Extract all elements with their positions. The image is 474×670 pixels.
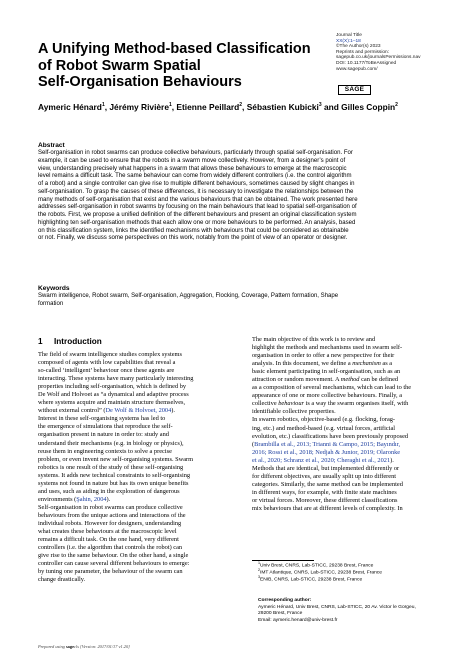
line-text: Self-organisation in robot swarms can produce collective: [38, 503, 183, 511]
line-text: ing, etc.) and method-based (e.g. virtual forces, artificial: [252, 424, 396, 432]
line-text: highlight the methods and mechanisms used in swarm self-: [252, 344, 403, 352]
line-text: interacting. These systems have many particularly interesting: [38, 375, 194, 383]
body-line: [38, 407, 236, 415]
body-line: [38, 488, 236, 496]
body-line: [38, 351, 236, 359]
body-column-left: [38, 351, 236, 584]
footnote-number: 3: [258, 575, 260, 580]
correspondence-email[interactable]: Email: aymeric.henard@univ-brest.fr: [258, 617, 338, 623]
body-line: [38, 520, 236, 528]
line-text: organisation present in nature in order to: study and: [38, 431, 169, 439]
copyright: ©The Author(s) 2023: [336, 44, 381, 50]
body-line: [38, 504, 236, 512]
line-text-tail: can be defined: [359, 376, 399, 384]
body-line: [252, 360, 448, 368]
footnote-divider: [252, 560, 314, 561]
line-text: basic element participating in self-organisation, such as an: [252, 368, 401, 376]
body-line: [38, 480, 236, 488]
line-text: environments (: [38, 495, 77, 503]
body-line: [38, 528, 236, 536]
footnote-text: ENIB, CNRS, Lab-STICC, 29238 Brest, France: [260, 577, 363, 583]
body-line: [38, 464, 236, 472]
keywords-line: formation: [38, 300, 64, 307]
body-line: [38, 423, 236, 431]
line-text: controller can cause several different behaviours to emerge:: [38, 560, 190, 568]
line-text: properties including self-organisation, which is defined by: [38, 383, 187, 391]
emphasis-term: behaviour: [278, 400, 304, 408]
body-line: [252, 457, 448, 465]
section-title: Introduction: [54, 337, 102, 346]
body-line: [252, 416, 448, 424]
line-text: understand their mechanisms (e.g. in biology or physics),: [38, 439, 184, 447]
paper-title: [38, 41, 311, 91]
body-line: [38, 456, 236, 464]
body-line: [38, 391, 236, 399]
citation-link[interactable]: Brambilla et al., 2013; Trianni & Campo, 2015; Bayındır,: [254, 440, 401, 448]
body-line: [38, 512, 236, 520]
line-text: the emergence of simulations that reproduce the self-: [38, 423, 173, 431]
abstract-line: self-organisation. To grasp the causes of these differences, it is necessary to investigate the relationships between the: [38, 188, 354, 195]
author-separator: and: [321, 102, 342, 112]
sage-logo: SAGE: [338, 85, 371, 95]
keywords-line: Swarm intelligence, Robot swarm, Self-organisation, Aggregation, Flocking, Coverage, Pattern formation, Shape: [38, 293, 339, 299]
line-text: identifiable collective properties.: [252, 408, 336, 416]
section-number: 1: [38, 337, 43, 346]
abstract-line: level remains a difficult task. The same behaviour can come from widely different controllers (i.e. the control algorithm: [38, 173, 352, 180]
affiliation-mark: 2: [239, 102, 243, 109]
citation-link[interactable]: De Wolf & Holvoet, 2004: [105, 407, 172, 415]
body-line: [38, 544, 236, 552]
reprints-label: Reprints and permission:: [336, 49, 390, 55]
footnote-number: 1: [258, 561, 260, 565]
affiliation-footnotes: [258, 563, 448, 584]
body-line: [38, 448, 236, 456]
body-line: [38, 440, 236, 448]
line-text: Methods that are identical, but implemented differently or: [252, 464, 400, 472]
body-line: [252, 465, 448, 473]
affiliation-mark: 1: [101, 102, 105, 109]
line-text: controllers (i.e. the algorithm that controls the robot) can: [38, 544, 183, 552]
journal-title: Journal Title: [336, 33, 362, 38]
abstract-line: Self-organisation in robot swarms can produce collective behaviours, particularly through spatial self-organisation. For: [38, 150, 353, 156]
line-text: The field of swarm intelligence studies complex systems: [38, 351, 182, 358]
line-text: The main objective of this work is to review and: [252, 336, 376, 343]
author-name: Aymeric Hénard: [38, 102, 102, 112]
line-text: for different objectives, are usually split up into different: [252, 472, 397, 480]
line-text: so-called ‘intelligent’ behaviour once these agents are: [38, 367, 175, 375]
line-text-tail: is a way the swarm organises itself, with: [303, 400, 409, 408]
abstract-line: highlighting ten self-organisation methods that each allow one or more behaviours to be performed. An analysis, based: [38, 219, 356, 226]
line-text: Interest in these self-organising systems has led to: [38, 415, 166, 423]
body-line: [252, 481, 448, 489]
footer-prefix: Prepared using: [38, 644, 66, 649]
citation-link[interactable]: et al., 2020; Schranz et al., 2020; Cheraghi et al., 2021: [252, 456, 391, 464]
line-text: change drastically.: [38, 576, 86, 584]
journal-meta: [336, 33, 446, 72]
line-text: attraction or random movement. A: [252, 376, 341, 384]
body-line: [38, 415, 236, 423]
author-separator: ,: [242, 102, 247, 112]
line-text: De Wolf and Holvoet as “a dynamical and adaptive process: [38, 391, 189, 399]
body-line: [252, 376, 448, 384]
body-line: [252, 425, 448, 433]
footer-brand: sage: [65, 644, 75, 649]
body-line: [38, 496, 236, 504]
author-list: [38, 102, 448, 112]
line-text-tail: ).: [106, 495, 111, 503]
body-line: [252, 441, 448, 449]
body-line: [38, 367, 236, 375]
body-line: [252, 368, 448, 376]
body-line: [252, 344, 448, 352]
body-line: [252, 489, 448, 497]
affiliation-mark: 1: [168, 102, 172, 109]
line-text: in different ways, for example, with finite state machines: [252, 488, 397, 496]
abstract-line: on this classification system, links the identified mechanisms with behaviours that could be considered as obtainable: [38, 227, 349, 234]
line-text: (: [252, 440, 255, 448]
body-line: [38, 375, 236, 383]
abstract-line: or not. Finally, we discuss some perspectives on this work, notably from the point of view of an operator or designer.: [38, 235, 348, 242]
journal-pages: XX(X):1–18: [336, 38, 361, 44]
line-text: robotics is one result of the study of these self-organising: [38, 463, 184, 471]
body-line: [38, 472, 236, 480]
body-line: [38, 536, 236, 544]
line-text: as a composition of several mechanisms, which can lead to the: [252, 384, 412, 392]
line-text: without external control” (: [38, 407, 106, 415]
correspondence-heading: Corresponding author:: [258, 598, 312, 603]
title-line: A Unifying Method-based Classification: [38, 41, 311, 57]
correspondence-line: Aymeric Hénard, Univ Brest, CNRS, Lab-STICC, 20 Av. Victor le Gorgeu,: [258, 604, 416, 610]
keywords-heading: Keywords: [38, 285, 70, 292]
line-text: analysis. In this document, we define a: [252, 360, 353, 368]
body-line: [38, 383, 236, 391]
line-text-tail: ).: [390, 456, 394, 464]
line-text: systems. It adds new technical constraints to self-organising: [38, 471, 191, 479]
body-column-right: [252, 336, 448, 513]
author-separator: ,: [171, 102, 177, 112]
abstract-line: example, it can be used to ensure that the robots in a swarm move collectively. However, from a designer’s point of: [38, 157, 346, 164]
abstract-line: many methods of self-organisation that exist and the various behaviours that can be obtained. The work presented here: [38, 196, 358, 203]
body-line: [252, 473, 448, 481]
body-line: [252, 449, 448, 457]
author-name: Gilles Coppin: [341, 102, 396, 112]
line-text: reuse them in engineering contexts to solve a precise: [38, 447, 172, 455]
affiliation-mark: 3: [318, 102, 322, 109]
body-line: [38, 576, 236, 584]
section-heading: [38, 337, 102, 346]
body-line: [38, 552, 236, 560]
citation-link[interactable]: 2016; Rossi et al., 2018; Nedjah & Junior, 2019; Olaronke: [252, 448, 401, 456]
line-text: what creates these behaviours at the macroscopic level: [38, 528, 177, 536]
body-line: [38, 431, 236, 439]
body-line: [252, 433, 448, 441]
abstract-body: [38, 150, 438, 243]
line-text: In swarm robotics, objective-based (e.g. flocking, forag-: [252, 416, 396, 424]
line-text: appearance of one or more collective behaviours. Finally, a: [252, 392, 403, 400]
body-line: [252, 392, 448, 400]
footnote-text: Univ Brest, CNRS, Lab-STICC, 29238 Brest, France: [260, 563, 374, 569]
page-footer: [38, 644, 130, 649]
correspondence-block: [258, 598, 448, 624]
body-line: [38, 568, 236, 576]
footnote-text: IMT Atlantique, CNRS, Lab-STICC, 29238 Brest, France: [260, 570, 382, 576]
author-separator: ,: [104, 102, 110, 112]
author-name: Sébastien Kubicki: [246, 102, 319, 112]
body-line: [252, 384, 448, 392]
permissions-link[interactable]: sagepub.co.uk/journalsPermissions.nav: [336, 55, 421, 61]
keywords-body: [38, 293, 438, 309]
body-line: [38, 359, 236, 367]
line-text: systems not found in nature but has its own unique benefits: [38, 479, 189, 487]
line-text: individual robots. However for designers, understanding: [38, 519, 182, 527]
emphasis-term: mechanism: [352, 360, 381, 368]
line-text: where systems acquire and maintain structure themselves,: [38, 399, 186, 407]
body-line: [252, 400, 448, 408]
abstract-line: of a robot) and a single controller can give rise to multiple different behaviours, sometimes caused by slight changes in: [38, 181, 355, 187]
line-text: and uses, such as aiding in the exploration of dangerous: [38, 487, 180, 495]
abstract-line: addresses self-organisation in robot swarms by focusing on the main behaviours that lead to spatial self-organisation of: [38, 204, 357, 211]
line-text: organisation in order to offer a new perspective for their: [252, 352, 395, 360]
line-text: composed of agents with low capabilities that reveal a: [38, 359, 176, 367]
footnote-number: 2: [258, 568, 260, 573]
line-text: remains a difficult task. On the one hand, very different: [38, 536, 179, 544]
body-line: [252, 505, 448, 513]
line-text: collective: [252, 400, 279, 408]
line-text: mix behaviours that are at different levels of complexity. In: [252, 504, 403, 512]
line-text: problem, or even invent new self-organising systems. Swarm: [38, 455, 194, 463]
footer-suffix: cls [Version: 2017/01/17 v1.20]: [74, 644, 130, 649]
affiliation-mark: 2: [395, 102, 398, 109]
citation-link[interactable]: Şahin, 2004: [76, 495, 107, 503]
line-text: or virtual forces. Moreover, these different classifications: [252, 496, 398, 504]
abstract-line: view, understanding precisely what happens in a swarm that allows these behaviours to emerge at the macroscopic: [38, 165, 347, 172]
line-text-tail: as a: [380, 360, 393, 368]
author-name: Etienne Peillard: [176, 102, 240, 112]
line-text: by tuning one parameter, the behaviour of the swarm can: [38, 568, 183, 576]
body-line: [252, 352, 448, 360]
abstract-heading: Abstract: [38, 142, 65, 149]
line-text-tail: ).: [171, 407, 175, 415]
author-name: Jérémy Rivière: [109, 102, 169, 112]
correspondence-line: 29200 Brest, France: [258, 611, 303, 616]
line-text: evolution, etc.) classifications have been previously proposed: [252, 432, 409, 440]
line-text: give rise to the same behaviour. On the other hand, a single: [38, 552, 189, 560]
doi[interactable]: DOI: 10.1177/ToBeAssigned: [336, 60, 397, 66]
body-line: [38, 560, 236, 568]
line-text: categories. Similarly, the same method can be implemented: [252, 480, 403, 488]
affiliation-footnote: [258, 577, 448, 584]
body-line: [252, 336, 448, 344]
sagepub-link[interactable]: www.sagepub.com/: [336, 66, 378, 72]
abstract-line: the robots. First, we propose a unified definition of the different behaviours and present an original classification system: [38, 212, 357, 218]
body-line: [252, 408, 448, 416]
title-line: of Robot Swarm Spatial: [38, 57, 201, 74]
emphasis-term: method: [340, 376, 360, 384]
title-line: Self-Organisation Behaviours: [38, 74, 242, 90]
line-text: behaviours from the unique actions and interactions of the: [38, 511, 186, 519]
body-line: [38, 399, 236, 407]
body-line: [252, 497, 448, 505]
